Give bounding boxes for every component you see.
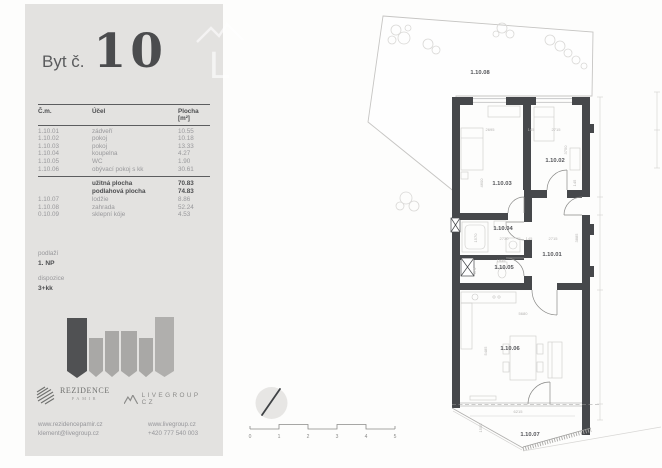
total-value: 70.83	[178, 180, 194, 188]
room-purpose: pokoj	[92, 135, 108, 143]
room-label: 1.10.07	[520, 432, 540, 438]
loggia-outline	[452, 408, 591, 450]
livegroup-logo-text: LIVEGROUP CZ	[141, 392, 201, 406]
room-label: 1.10.04	[493, 226, 513, 232]
floor-plan-drawing	[225, 0, 662, 468]
table-row	[38, 211, 210, 219]
table-row	[38, 158, 210, 166]
layout-value: 3+kk	[38, 285, 53, 292]
dimension-label: 3750	[563, 145, 568, 155]
room-table	[38, 104, 210, 219]
scale-tick-label: 5	[393, 434, 397, 440]
room-area: 4.27	[178, 150, 191, 158]
room-purpose: WC	[92, 158, 103, 166]
room-number: 1.10.01	[38, 127, 60, 135]
room-area: 10.18	[178, 135, 194, 143]
room-number: 1.10.03	[38, 142, 60, 150]
rezidence-logo-text: REZIDENCE	[60, 386, 110, 395]
dimension-label: 970	[472, 267, 477, 275]
dimension-label: 3885	[574, 233, 579, 243]
col-purpose: Účel	[92, 107, 106, 115]
floor-label: podlaží	[38, 250, 59, 257]
floor-value: 1. NP	[38, 260, 55, 267]
property-line	[523, 427, 661, 451]
dimension-label: 145	[525, 236, 533, 241]
room-purpose: zahrada	[92, 203, 115, 211]
phone-number: +420 777 540 003	[148, 429, 199, 437]
room-purpose: koupelna	[92, 150, 118, 158]
room-area: 13.33	[178, 142, 194, 150]
room-purpose: lodžie	[92, 196, 109, 204]
total-label: podlahová plocha	[92, 188, 146, 196]
col-number: Č.m.	[38, 107, 52, 115]
north-arrow	[256, 387, 288, 419]
table-row	[38, 143, 210, 151]
table-row	[38, 166, 210, 174]
room-number: 1.10.07	[38, 196, 60, 204]
scale-tick-label: 3	[335, 434, 339, 440]
room-purpose: pokoj	[92, 142, 108, 150]
room-label: 1.10.02	[545, 158, 565, 164]
room-label: 1.10.06	[500, 346, 520, 352]
room-label: 1.10.01	[542, 252, 562, 258]
pamir-logo-text: PAMIR	[71, 396, 99, 401]
scale-tick-label: 1	[277, 434, 281, 440]
total-usable-row	[38, 176, 210, 188]
dimension-label: 1500	[478, 423, 483, 433]
livegroup-mountain-icon	[124, 395, 139, 404]
dimension-label: 1935	[496, 258, 506, 263]
table-row	[38, 150, 210, 158]
garden-boundary	[368, 16, 593, 193]
room-area: 52.24	[178, 203, 194, 211]
unit-heading	[42, 24, 167, 79]
dimension-label: 2715	[551, 127, 561, 132]
dimension-label: 2695	[485, 127, 495, 132]
contact-footer	[38, 421, 198, 438]
brand-logos	[36, 384, 216, 410]
room-number: 1.10.04	[38, 150, 60, 158]
room-number: 1.10.02	[38, 135, 60, 143]
rezidence-hatch-icon	[36, 386, 56, 405]
building-silhouette-graphic	[60, 310, 205, 382]
livegroup-logo	[124, 392, 216, 406]
table-row	[38, 204, 210, 212]
total-floor-row	[38, 188, 210, 196]
table-header-row	[38, 104, 210, 126]
total-label: užitná plocha	[92, 180, 133, 188]
room-labels	[470, 70, 564, 438]
room-label: 1.10.05	[494, 265, 514, 271]
dimension-label: 145	[527, 127, 535, 132]
rezidence-pamir-logo	[36, 386, 110, 405]
room-area: 30.61	[178, 165, 194, 173]
room-number: 1.10.06	[38, 165, 60, 173]
rezidence-website-link[interactable]: www.rezidencepamir.cz	[38, 421, 103, 428]
total-value: 74.83	[178, 188, 194, 196]
dimension-label: 1570	[473, 233, 478, 243]
room-area: 8.86	[178, 196, 191, 204]
dimension-label: 5680	[518, 311, 528, 316]
table-row	[38, 128, 210, 136]
room-number: 0.10.09	[38, 211, 60, 219]
dimension-label: 6215	[513, 409, 523, 414]
livegroup-website-link[interactable]: www.livegroup.cz	[148, 421, 196, 428]
room-purpose: zádveří	[92, 127, 113, 135]
dimension-label: 5485	[483, 346, 488, 356]
scale-tick-label: 4	[364, 434, 368, 440]
info-panel	[25, 4, 231, 456]
dimension-label: 2715	[548, 236, 558, 241]
col-area: Plocha [m²]	[178, 107, 199, 123]
scale-tick-label: 2	[306, 434, 310, 440]
unit-title-prefix: Byt č.	[42, 52, 85, 71]
room-area: 10.55	[178, 127, 194, 135]
unit-number: 10	[93, 24, 167, 79]
table-row	[38, 196, 210, 204]
room-area: 1.90	[178, 158, 191, 166]
room-purpose: obývací pokoj s kk	[92, 165, 144, 173]
room-label: 1.10.08	[470, 70, 490, 76]
room-purpose: sklepní kóje	[92, 211, 126, 219]
scale-tick-label: 0	[248, 434, 252, 440]
layout-label: dispozice	[38, 275, 65, 282]
unit-details	[38, 250, 64, 300]
dimension-label: 4600	[479, 178, 484, 188]
room-area: 4.53	[178, 211, 191, 219]
loggia-glass-wall	[452, 403, 600, 406]
dimension-label: 145	[572, 179, 577, 187]
svg-text:L: L	[209, 45, 231, 84]
room-number: 1.10.05	[38, 158, 60, 166]
dimension-label: 2730	[499, 236, 509, 241]
email-link[interactable]: klement@livegroup.cz	[38, 429, 99, 437]
table-row	[38, 135, 210, 143]
room-label: 1.10.03	[492, 181, 512, 187]
room-number: 1.10.08	[38, 203, 60, 211]
scale-bar	[249, 425, 397, 441]
